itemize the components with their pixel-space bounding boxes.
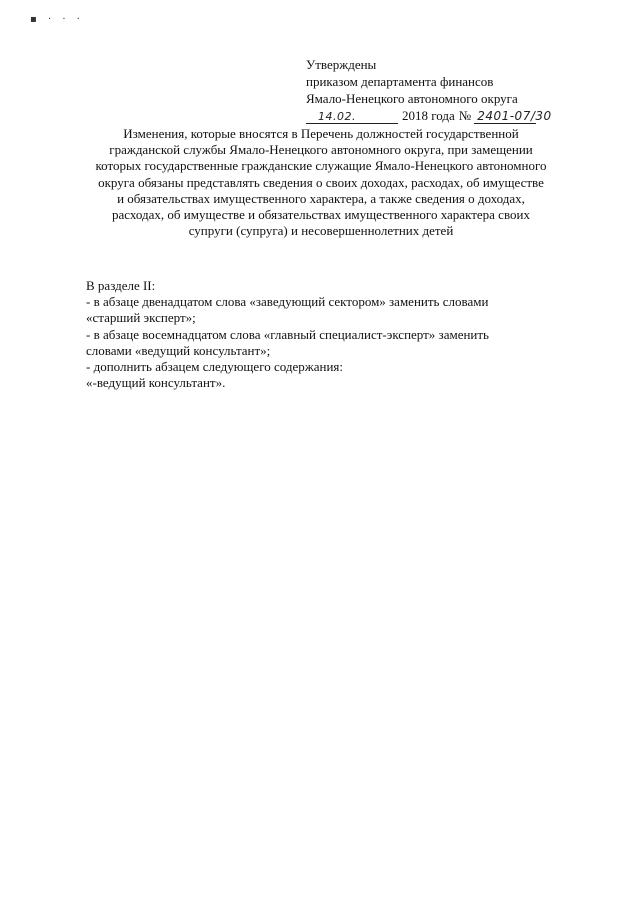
title-line: гражданской службы Ямало-Ненецкого автономного округа, при замещении <box>109 142 533 158</box>
title-line: расходах, об имуществе и обязательствах имущественного характера своих <box>112 207 530 223</box>
title-line: супруги (супруга) и несовершеннолетних детей <box>188 223 454 239</box>
approval-block <box>306 56 552 124</box>
scan-artifact-marks: ▪ · · · <box>30 14 84 25</box>
title-line: и обязательствах имущественного характера, а также сведения о доходах, <box>117 190 525 206</box>
title-line: округа обязаны представлять сведения о своих доходах, расходах, об имуществе <box>98 174 544 190</box>
document-body <box>86 278 596 391</box>
body-line: словами «ведущий консультант»; <box>86 342 271 358</box>
handwritten-date: 14.02. <box>306 110 398 124</box>
title-line: которых государственные гражданские служащие Ямало-Ненецкого автономного <box>95 158 547 174</box>
approval-year-text: 2018 года <box>402 108 455 123</box>
approval-date-line <box>306 107 552 124</box>
body-line: - дополнить абзацем следующего содержания: <box>86 359 343 375</box>
handwritten-order-number: 2401-07/30 <box>474 110 536 124</box>
approval-line-order: приказом департамента финансов <box>306 74 494 89</box>
approval-number-sign: № <box>458 108 472 123</box>
body-line: «-ведущий консультант». <box>86 375 226 391</box>
approval-line-approved: Утверждены <box>306 57 377 72</box>
body-line: - в абзаце восемнадцатом слова «главный специалист-эксперт» заменить <box>86 326 489 342</box>
body-line: - в абзаце двенадцатом слова «заведующий сектором» заменить словами <box>86 294 489 310</box>
section-heading: В разделе II: <box>86 278 156 293</box>
document-title <box>70 126 572 239</box>
title-line: Изменения, которые вносятся в Перечень должностей государственной <box>123 126 519 141</box>
approval-line-region: Ямало-Ненецкого автономного округа <box>306 91 518 106</box>
body-line: «старший эксперт»; <box>86 310 196 326</box>
